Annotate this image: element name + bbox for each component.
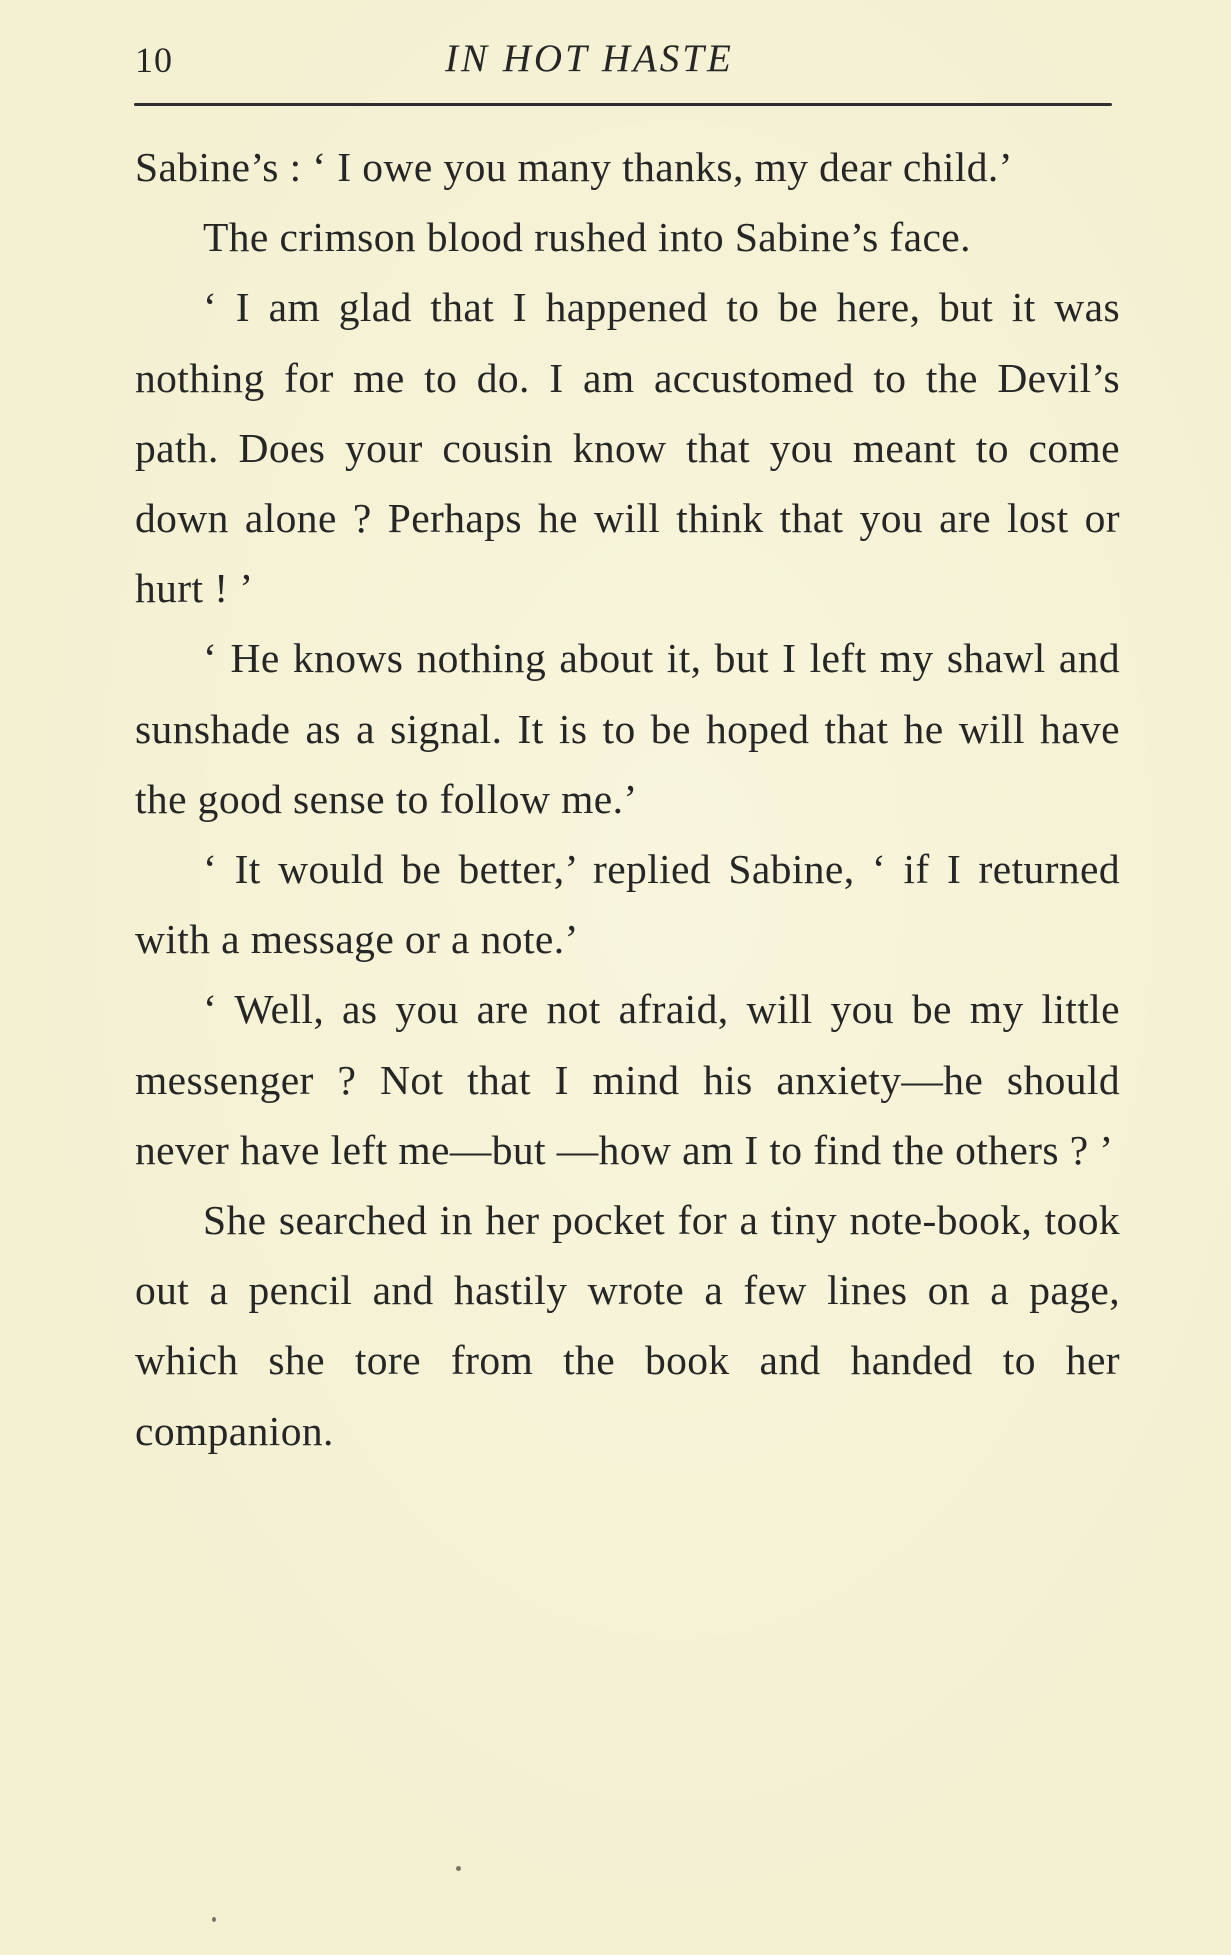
paragraph: ‘ He knows nothing about it, but I left my shawl and sunshade as a signal. It is to be hoped that he will have the good sense to follow me.’ bbox=[135, 635, 1120, 822]
paper-speck bbox=[212, 1917, 216, 1922]
header-rule bbox=[134, 103, 1112, 106]
paragraph: Sabine’s : ‘ I owe you many thanks, my dear child.’ bbox=[135, 144, 1013, 190]
paragraph: The crimson blood rushed into Sabine’s face. bbox=[203, 214, 971, 261]
paragraph: She searched in her pocket for a tiny note-book, took out a pencil and hastily wrote a few lines on a page, which she tore from the book and handed to her companion. bbox=[135, 1197, 1120, 1454]
page-number: 10 bbox=[135, 40, 173, 80]
paper-speck bbox=[456, 1866, 461, 1871]
paragraph: ‘ It would be better,’ replied Sabine, ‘ if I returned with a message or a note.’ bbox=[135, 846, 1120, 963]
paragraph: ‘ I am glad that I happened to be here, but it was nothing for me to do. I am accustomed to the Devil’s path. Does your cousin know that you meant to come down alone ? Perhaps he will think that you are lost or hurt ! ’ bbox=[135, 284, 1120, 612]
body-text bbox=[135, 132, 1120, 1466]
paragraph: ‘ Well, as you are not afraid, will you be my little messenger ? Not that I mind his anxiety—he should never have left me—but —how am I to find the others ? ’ bbox=[135, 986, 1120, 1173]
page-header bbox=[135, 30, 1110, 90]
running-title: IN HOT HASTE bbox=[445, 37, 734, 80]
